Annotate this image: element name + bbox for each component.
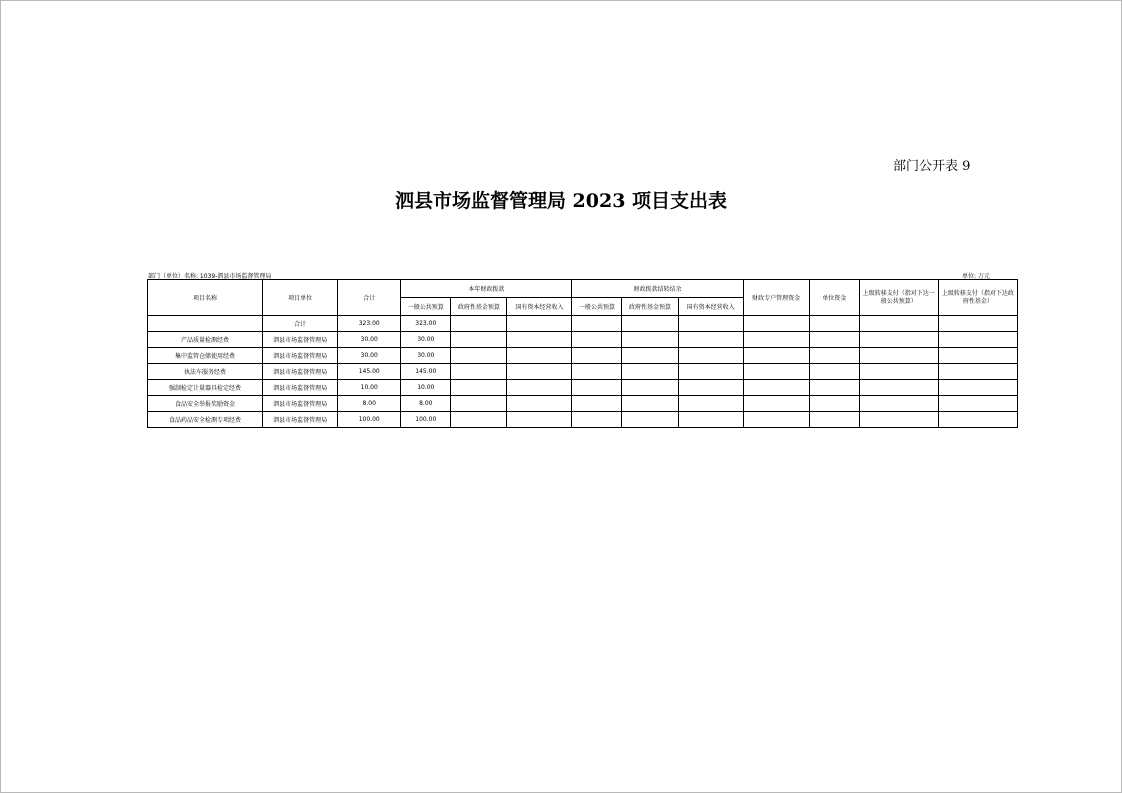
cell-empty xyxy=(743,316,809,332)
cell-empty xyxy=(859,316,938,332)
total-row xyxy=(148,316,1018,332)
cell-empty xyxy=(809,348,859,364)
row-total: 30.00 xyxy=(338,332,401,348)
cell-empty xyxy=(938,396,1017,412)
project-name: 集中监管仓储使用经费 xyxy=(148,348,263,364)
row-general-budget: 30.00 xyxy=(401,348,451,364)
project-expenditure-table xyxy=(147,279,1018,428)
cell-empty xyxy=(451,412,507,428)
row-general-budget: 10.00 xyxy=(401,380,451,396)
cell-empty xyxy=(809,396,859,412)
cell-empty xyxy=(507,380,572,396)
project-name: 产品质量检测经费 xyxy=(148,332,263,348)
row-total: 100.00 xyxy=(338,412,401,428)
cell-empty xyxy=(938,412,1017,428)
header-project-name: 项目名称 xyxy=(148,280,263,316)
total-general-budget: 323.00 xyxy=(401,316,451,332)
cell-empty xyxy=(678,364,743,380)
header-current-appropriation: 本年财政拨款 xyxy=(401,280,572,298)
header-carry-gov-fund-budget: 政府性基金预算 xyxy=(622,298,678,316)
cell-empty xyxy=(859,380,938,396)
cell-empty xyxy=(572,380,622,396)
cell-empty xyxy=(572,396,622,412)
cell-empty xyxy=(507,364,572,380)
page-title: 泗县市场监督管理局 2023 项目支出表 xyxy=(394,190,728,212)
table-row xyxy=(148,348,1018,364)
header-carry-general-budget: 一般公共预算 xyxy=(572,298,622,316)
cell-empty xyxy=(148,316,263,332)
cell-empty xyxy=(809,412,859,428)
cell-empty xyxy=(507,332,572,348)
cell-empty xyxy=(622,412,678,428)
header-carry-state-capital-income: 国有资本经营收入 xyxy=(678,298,743,316)
cell-empty xyxy=(622,396,678,412)
project-unit: 泗县市场监督管理局 xyxy=(263,412,338,428)
cell-empty xyxy=(743,364,809,380)
cell-empty xyxy=(678,316,743,332)
row-general-budget: 145.00 xyxy=(401,364,451,380)
header-total: 合计 xyxy=(338,280,401,316)
cell-empty xyxy=(743,380,809,396)
cell-empty xyxy=(451,396,507,412)
table-row xyxy=(148,396,1018,412)
cell-empty xyxy=(678,380,743,396)
project-name: 强制检定计量器具检定经费 xyxy=(148,380,263,396)
project-unit: 泗县市场监督管理局 xyxy=(263,332,338,348)
cell-empty xyxy=(572,412,622,428)
row-general-budget: 8.00 xyxy=(401,396,451,412)
department-label: 部门（单位）名称: 1039-泗县市场监督管理局 xyxy=(148,273,272,280)
row-total: 30.00 xyxy=(338,348,401,364)
cell-empty xyxy=(622,364,678,380)
cell-empty xyxy=(938,332,1017,348)
cell-empty xyxy=(622,332,678,348)
header-gov-fund-budget: 政府性基金预算 xyxy=(451,298,507,316)
cell-empty xyxy=(809,380,859,396)
table-row xyxy=(148,332,1018,348)
row-total: 10.00 xyxy=(338,380,401,396)
cell-empty xyxy=(938,380,1017,396)
header-unit-funds: 单位资金 xyxy=(809,280,859,316)
cell-empty xyxy=(743,348,809,364)
header-general-budget: 一般公共预算 xyxy=(401,298,451,316)
header-carryover: 财政拨款结转结余 xyxy=(572,280,743,298)
cell-empty xyxy=(809,332,859,348)
cell-empty xyxy=(572,364,622,380)
cell-empty xyxy=(507,316,572,332)
cell-empty xyxy=(809,364,859,380)
project-name: 执法车服务经费 xyxy=(148,364,263,380)
cell-empty xyxy=(938,348,1017,364)
cell-empty xyxy=(743,396,809,412)
form-number: 部门公开表 9 xyxy=(893,159,971,174)
cell-empty xyxy=(809,316,859,332)
total-amount: 323.00 xyxy=(338,316,401,332)
cell-empty xyxy=(572,316,622,332)
cell-empty xyxy=(678,348,743,364)
row-general-budget: 30.00 xyxy=(401,332,451,348)
header-state-capital-income: 国有资本经营收入 xyxy=(507,298,572,316)
cell-empty xyxy=(743,412,809,428)
cell-empty xyxy=(622,316,678,332)
cell-empty xyxy=(859,412,938,428)
cell-empty xyxy=(678,412,743,428)
unit-label: 单位: 万元 xyxy=(962,273,990,280)
table-row xyxy=(148,364,1018,380)
cell-empty xyxy=(451,348,507,364)
cell-empty xyxy=(938,316,1017,332)
row-total: 145.00 xyxy=(338,364,401,380)
cell-empty xyxy=(859,348,938,364)
header-transfer-fund: 上级转移支付（指对下达政府性基金） xyxy=(938,280,1017,316)
project-name: 食品药品安全检测专项经费 xyxy=(148,412,263,428)
cell-empty xyxy=(938,364,1017,380)
cell-empty xyxy=(451,380,507,396)
row-total: 8.00 xyxy=(338,396,401,412)
cell-empty xyxy=(859,332,938,348)
cell-empty xyxy=(572,332,622,348)
cell-empty xyxy=(743,332,809,348)
cell-empty xyxy=(451,316,507,332)
project-unit: 泗县市场监督管理局 xyxy=(263,364,338,380)
cell-empty xyxy=(859,396,938,412)
header-special-account: 财政专户管理资金 xyxy=(743,280,809,316)
cell-empty xyxy=(859,364,938,380)
cell-empty xyxy=(507,348,572,364)
cell-empty xyxy=(507,412,572,428)
total-label: 合计 xyxy=(263,316,338,332)
cell-empty xyxy=(622,380,678,396)
project-unit: 泗县市场监督管理局 xyxy=(263,380,338,396)
table-row xyxy=(148,412,1018,428)
header-project-unit: 项目单位 xyxy=(263,280,338,316)
project-unit: 泗县市场监督管理局 xyxy=(263,396,338,412)
cell-empty xyxy=(572,348,622,364)
project-unit: 泗县市场监督管理局 xyxy=(263,348,338,364)
cell-empty xyxy=(678,396,743,412)
header-transfer-general: 上级转移支付（指对下达一般公共预算） xyxy=(859,280,938,316)
table-row xyxy=(148,380,1018,396)
cell-empty xyxy=(451,364,507,380)
cell-empty xyxy=(451,332,507,348)
cell-empty xyxy=(678,332,743,348)
row-general-budget: 100.00 xyxy=(401,412,451,428)
cell-empty xyxy=(507,396,572,412)
project-name: 食品安全举报奖励资金 xyxy=(148,396,263,412)
cell-empty xyxy=(622,348,678,364)
